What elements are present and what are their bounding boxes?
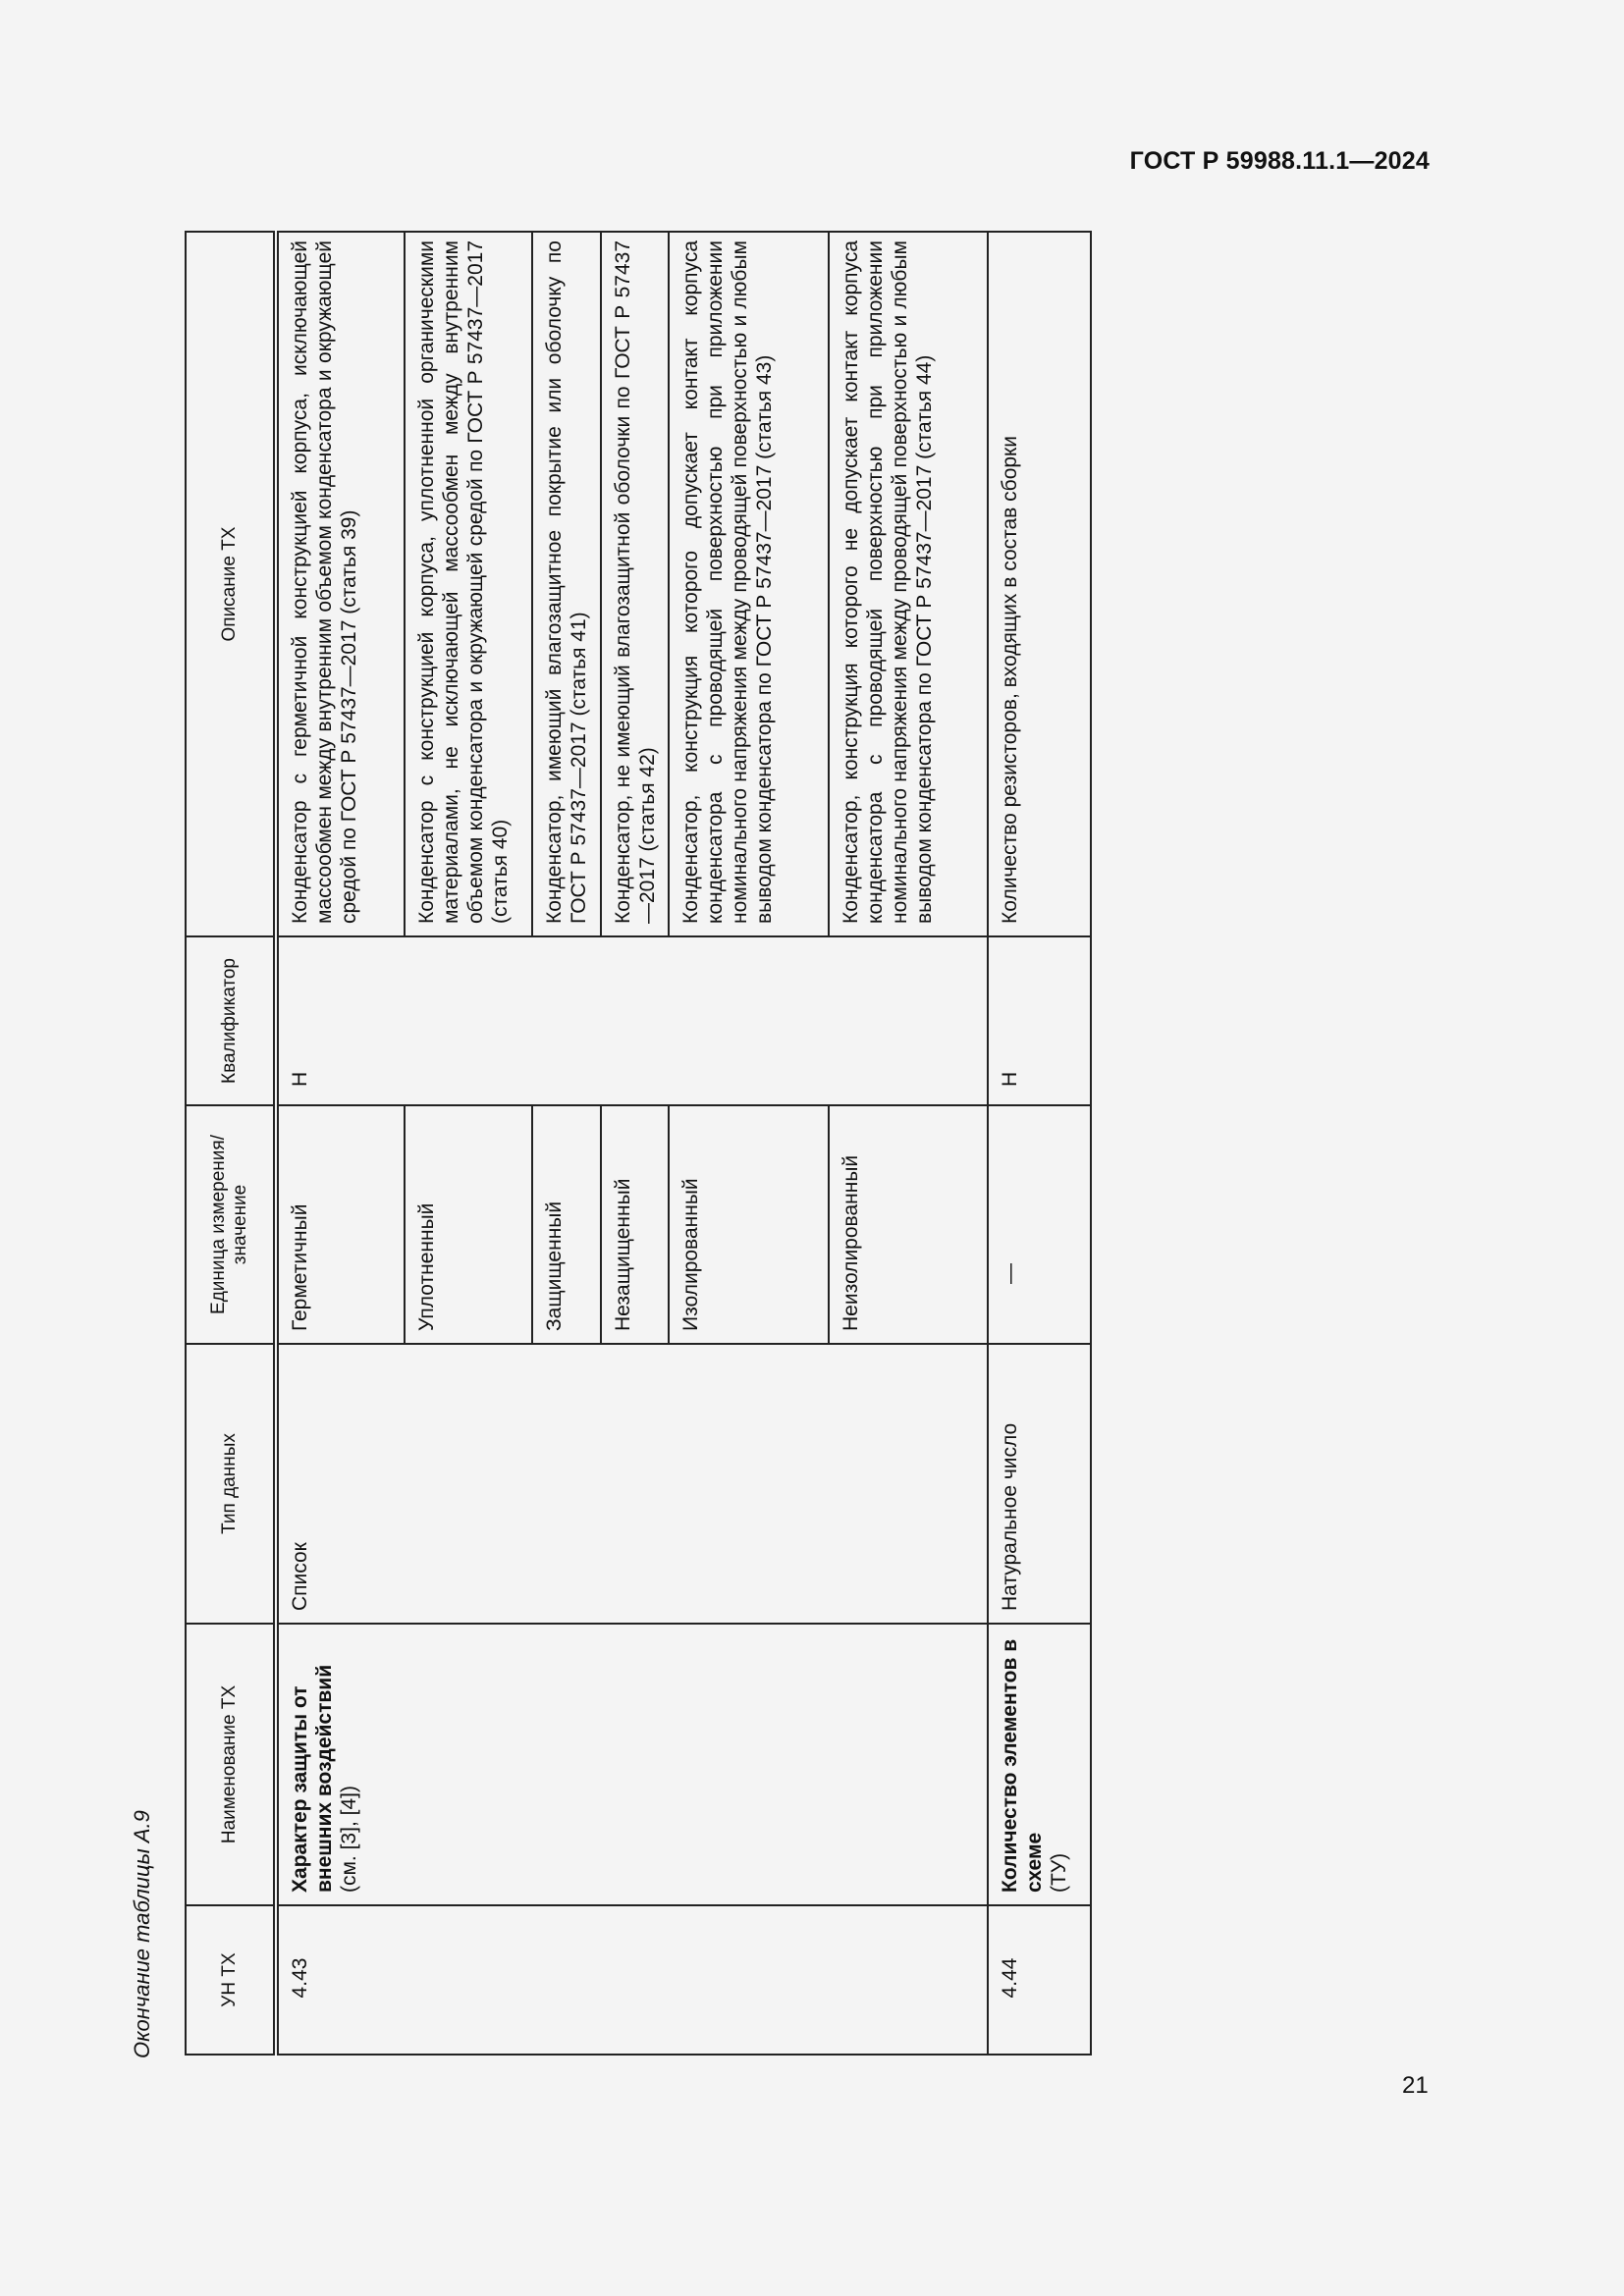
row-name-cell — [276, 1624, 988, 1905]
col-header-id: УН ТХ — [186, 1905, 276, 2055]
col-header-description: Описание ТХ — [186, 232, 276, 936]
value-cell: — — [988, 1105, 1091, 1344]
rotated-table-block — [185, 233, 1092, 2056]
value-cell: Герметичный — [276, 1105, 405, 1344]
table-row — [988, 232, 1091, 2055]
description-cell: Конденсатор, конструкция которого не допускает контакт корпуса конденсатора с проводящей поверхностью при приложении номинального напряжения между проводящей поверхностью и любым выводом конденсатора по ГОСТ Р 57437—2017 (статья 44) — [829, 232, 989, 936]
value-cell: Уплотненный — [405, 1105, 533, 1344]
description-cell: Конденсатор с герметичной конструкцией корпуса, исключающей массообмен между внутренним объемом конденсатора и окружающей средой по ГОСТ Р 57437—2017 (статья 39) — [276, 232, 405, 936]
col-header-qualifier: Квалификатор — [186, 936, 276, 1105]
row-id-cell: 4.43 — [276, 1905, 988, 2055]
document-id: ГОСТ Р 59988.11.1—2024 — [1129, 147, 1430, 175]
row-qualifier-cell: Н — [276, 936, 988, 1105]
row-name-bold: Количество элементов в схеме — [999, 1638, 1047, 1893]
table-header-row — [186, 232, 276, 2055]
col-header-type: Тип данных — [186, 1344, 276, 1624]
description-cell: Конденсатор с конструкцией корпуса, уплотненной органическими материалами, не исключающей массообмен между внутренним объемом конденсатора и окружающей средой по ГОСТ Р 57437—2017 (статья 40) — [405, 232, 533, 936]
value-cell: Изолированный — [669, 1105, 829, 1344]
col-header-name: Наименование ТХ — [186, 1624, 276, 1905]
value-cell: Незащищенный — [601, 1105, 669, 1344]
col-header-unit: Единица измерения/ значение — [186, 1105, 276, 1344]
row-name-bold: Характер защиты от внешних воздействий — [289, 1664, 336, 1893]
row-type-cell: Список — [276, 1344, 988, 1624]
value-cell: Неизолированный — [829, 1105, 989, 1344]
description-cell: Конденсатор, конструкция которого допускает контакт корпуса конденсатора с проводящей поверхностью при приложении номинального напряжения между проводящей поверхностью и любым выводом конденсатора по ГОСТ Р 57437—2017 (статья 43) — [669, 232, 829, 936]
row-id-cell: 4.44 — [988, 1905, 1091, 2055]
row-name-ref: (ТУ) — [1048, 1852, 1071, 1893]
row-name-ref: (см. [3], [4]) — [338, 1786, 360, 1893]
description-cell: Конденсатор, имеющий влагозащитное покрытие или оболочку по ГОСТ Р 57437—2017 (статья 41) — [532, 232, 600, 936]
value-cell: Защищенный — [532, 1105, 600, 1344]
table-caption: Окончание таблицы А.9 — [130, 1810, 154, 2058]
row-type-cell: Натуральное число — [988, 1344, 1091, 1624]
page-number: 21 — [1402, 2072, 1429, 2099]
description-cell: Конденсатор, не имеющий влагозащитной оболочки по ГОСТ Р 57437—2017 (статья 42) — [601, 232, 669, 936]
row-name-cell — [988, 1624, 1091, 1905]
table-row — [276, 232, 405, 2055]
row-qualifier-cell: Н — [988, 936, 1091, 1105]
description-cell: Количество резисторов, входящих в состав сборки — [988, 232, 1091, 936]
spec-table — [185, 231, 1092, 2056]
